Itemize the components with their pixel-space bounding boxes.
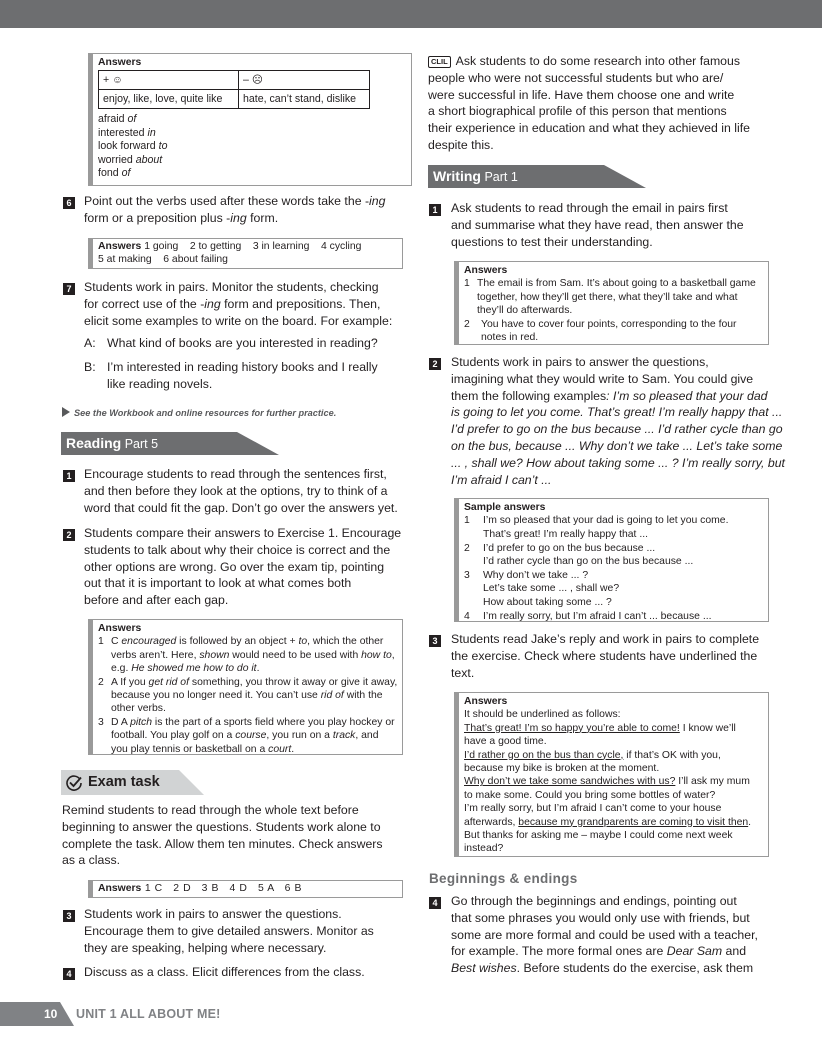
answers-box-underlined: Answers It should be underlined as follows: That’s great! I’m so happy you’re able to come! I know we’ll have a good time. I’d rather go on the bus than cycle, if that’s OK with you, because my bike is broken at the moment. Why don’t we take some sandwiches with us? I’ll ask my mum to make some. Could you bring some bottles of water? I’m really sorry, but I’m afraid I can’t come to your house afterwards, because my grandparents are coming to visit then. But thanks for asking me – maybe I could come next week instead? [454, 692, 769, 857]
page-number: 10 [44, 1007, 58, 1021]
table-cell-positive: enjoy, like, love, quite like [99, 90, 239, 109]
answers-box-reading: Answers 1 C encouraged is followed by an object + to, which the other verbs aren’t. Here, shown would need to be used with how to, e.g. He showed me how to do it. 2 A If you get rid of something, you throw it away or give it away, because you no longer need it. You can’t use rid of with the other verbs. 3 D A pitch is the part of a sports field where you play hockey or football. You play golf on a course, you run on a track, and you play tennis or basketball on a court. [88, 619, 403, 755]
answer-item: 2 You have to cover four points, corresponding to the four notes in red. [464, 318, 737, 344]
exercise-6-text: Point out the verbs used after these words take the -ing form or a preposition plus -ing form. [84, 194, 386, 225]
top-bar [0, 0, 822, 28]
clil-badge: CLIL [428, 56, 451, 68]
phrase-item: interested in [98, 126, 156, 139]
phrase-item: afraid of [98, 113, 137, 126]
writing-ex3-text: Students read Jake’s reply and work in pairs to complete the exercise. Check where students have underlined the text. [451, 632, 760, 680]
subheading-beginnings-endings: Beginnings & endings [429, 871, 578, 886]
reading-ex4-text: Discuss as a class. Elicit differences from the class. [84, 965, 365, 979]
exercise-number-4: 4 [429, 897, 441, 909]
exam-task-header: Exam task [61, 770, 206, 795]
writing-ex1-text: Ask students to read through the email in pairs first and summarise what they have read, then answer the questions to test their understanding. [451, 201, 744, 249]
sample-answer-item: 3 Why don’t we take ... ? Let’s take some ... , shall we? How about taking some ... ? [464, 569, 620, 608]
writing-ex2-text: Students work in pairs to answer the questions, imagining what they would write to Sam. You could give them the following examples: I’m so pleased that your dad is going to let you come. That’s great! I’m really happy that ... I’d prefer to go on the bus because ... I’d rather cycle than go on the bus, because ... Why don’t we take ... Let’s take some ... , shall we? How about taking some ... ? I’m really sorry, but I’m afraid I can’t ... [451, 355, 785, 487]
section-header-reading-part-5: Reading Part 5 [61, 432, 281, 454]
clil-text: CLIL Ask students to do some research into other famous people who were not successful students but who are/ were successful in life. Have them choose one and write a short biographical profile of this person that mentions their experience in education and what they achieved in life despite this. [428, 54, 750, 152]
answers-box-writing-1: Answers 1 The email is from Sam. It’s about going to a basketball game together, how they’ll get there, what they’ll take and what they’ll do afterwards. 2 You have to cover four points, corresponding to the four notes in red. [454, 261, 769, 345]
page-number-tab [0, 1002, 75, 1026]
sample-answer-item: 2 I’d prefer to go on the bus because ... I’d rather cycle than go on the bus because ... [464, 542, 694, 568]
exercise-number-1: 1 [63, 470, 75, 482]
answer-item: 1 C encouraged is followed by an object + to, which the other verbs aren’t. Here, shown would need to be used with how to, e.g. He showed me how to do it. [98, 636, 395, 675]
exercise-number-6: 6 [63, 197, 75, 209]
table-cell-negative: hate, can’t stand, dislike [239, 90, 370, 109]
answers-box-ex6: Answers 1 going 2 to getting 3 in learning 4 cycling 5 at making 6 about failing [88, 238, 403, 269]
answers-box-adjectives [88, 53, 412, 186]
check-circle-icon [65, 774, 83, 792]
dialogue [84, 335, 414, 392]
writing-ex4-text: Go through the beginnings and endings, pointing out that some phrases you would only use with friends, but some are more formal and could be used with a teacher, for example. The more formal ones are Dear Sam and Best wishes. Before students do the exercise, ask them [451, 894, 758, 976]
answer-item: 1 The email is from Sam. It’s about going to a basketball game together, how they’ll get there, what they’ll take and what they’ll do afterwards. [464, 278, 756, 317]
reading-ex1-text: Encourage students to read through the sentences first, and then before they look at the options, try to think of a word that could fit the gap. Don’t go over the answers yet. [84, 467, 398, 515]
sample-answer-item: 1 I’m so pleased that your dad is going to let you come. That’s great! I’m really happy that ... [464, 515, 729, 540]
reading-ex2-text: Students compare their answers to Exercise 1. Encourage students to talk about why their choice is correct and the other options are wrong. Go over the exam tip, pointing out that it is important to look at what comes both before and after each gap. [84, 526, 402, 608]
exam-task-text: Remind students to read through the whole text before beginning to answer the questions. Students work alone to complete the task. Allow them ten minutes. Check answers as a class. [62, 803, 383, 868]
phrase-item: look forward to [98, 140, 168, 153]
exercise-number-3: 3 [63, 910, 75, 922]
exercise-number-4: 4 [63, 968, 75, 980]
table-header-positive: + ☺ [99, 71, 239, 90]
sample-answer-item: 4 I’m really sorry, but I’m afraid I can’t ... because ... [464, 610, 712, 622]
table-header-negative: – ☹ [239, 71, 370, 90]
dialogue-line-b: B: I’m interested in reading history books and I really like reading novels. [84, 359, 378, 391]
exercise-number-2: 2 [429, 358, 441, 370]
answer-item: 3 D A pitch is the part of a sports field where you play hockey or football. You play golf on a course, you run on a track, and you play tennis or basketball on a court. [98, 716, 395, 755]
arrow-icon [62, 407, 70, 417]
underlined-answer-text: It should be underlined as follows: That’s great! I’m so happy you’re able to come! I know we’ll have a good time. I’d rather go on the bus than cycle, if that’s OK with you, because my bike is broken at the moment. Why don’t we take some sandwiches with us? I’ll ask my mum to make some. Could you bring some bottles of water? I’m really sorry, but I’m afraid I can’t come to your house afterwards, because my grandparents are coming to visit then. But thanks for asking me – maybe I could come next week instead? [464, 709, 752, 855]
section-header-writing-part-1: Writing Part 1 [428, 165, 648, 187]
exercise-7-text: Students work in pairs. Monitor the students, checking for correct use of the -ing form and prepositions. Then, elicit some examples to write on the board. For example: [84, 280, 393, 328]
phrase-item: worried about [98, 153, 163, 166]
answer-item: 2 A If you get rid of something, you throw it away or give it away, because you no longer need it. You can’t use rid of with the other verbs. [98, 676, 398, 715]
unit-title: UNIT 1 ALL ABOUT ME! [76, 1007, 221, 1021]
phrase-list [98, 113, 407, 180]
exercise-number-3: 3 [429, 635, 441, 647]
workbook-note[interactable]: See the Workbook and online resources for further practice. [62, 405, 336, 422]
dialogue-line-a: A: What kind of books are you interested in reading? [84, 336, 378, 350]
answers-title: Answers [98, 57, 142, 68]
exercise-number-7: 7 [63, 283, 75, 295]
likes-dislikes-table [98, 70, 370, 109]
phrase-item: fond of [98, 167, 131, 180]
answers-box-exam: Answers 1 C 2 D 3 B 4 D 5 A 6 B [88, 880, 403, 898]
exercise-number-2: 2 [63, 529, 75, 541]
reading-ex3-text: Students work in pairs to answer the questions. Encourage them to give detailed answers. Monitor as they are speaking, helping where necessary. [84, 907, 374, 955]
sample-answers-box: Sample answers 1 I’m so pleased that your dad is going to let you come. That’s great! I’m really happy that ... 2 I’d prefer to go on the bus because ... I’d rather cycle than go on the bus because ... 3 Why don’t we take ... ? Let’s take some ... , shall we? How about taking some ... ? 4 I’m really sorry, but I’m afraid I can’t ... because ... [454, 498, 769, 622]
exercise-number-1: 1 [429, 204, 441, 216]
